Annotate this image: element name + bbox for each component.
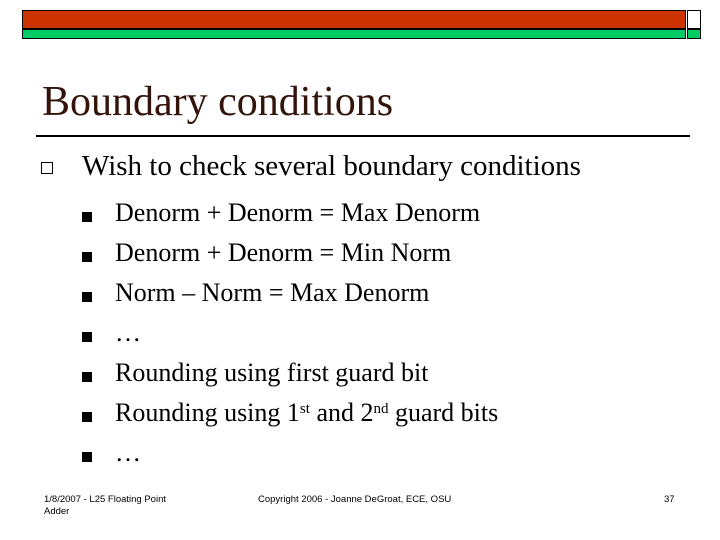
slide-title: Boundary conditions	[42, 79, 394, 125]
footer-date-title: 1/8/2007 - L25 Floating Point Adder	[44, 494, 167, 517]
sub-bullet-text: …	[115, 318, 141, 347]
title-divider	[36, 135, 690, 137]
header-bar-green	[22, 29, 686, 39]
square-bullet-icon	[82, 252, 92, 262]
sub-bullet-text: Denorm + Denorm = Max Denorm	[115, 198, 481, 227]
square-bullet-icon	[82, 332, 92, 342]
sub-bullet-text	[115, 398, 498, 428]
sub-bullet-text: Rounding using first guard bit	[115, 358, 429, 387]
square-bullet-icon	[82, 292, 92, 302]
sub-bullet-text-part: Rounding using 1	[115, 398, 300, 427]
sub-bullet-text-part: and 2	[309, 398, 374, 427]
hollow-square-bullet-icon	[41, 162, 53, 174]
sub-bullet-text-part: guard bits	[388, 398, 499, 427]
sub-bullet-text: Denorm + Denorm = Min Norm	[115, 238, 452, 267]
square-bullet-icon	[82, 212, 92, 222]
footer-copyright: Copyright 2006 - Joanne DeGroat, ECE, OSU	[258, 494, 452, 505]
square-bullet-icon	[82, 372, 92, 382]
header-square-white	[687, 10, 701, 29]
sub-bullet-item	[0, 238, 720, 278]
sub-bullet-item	[0, 398, 720, 438]
sub-bullet-item	[0, 438, 720, 478]
superscript-st: st	[299, 400, 310, 417]
header-bar-red	[22, 10, 686, 29]
sub-bullet-text: Norm – Norm = Max Denorm	[115, 278, 430, 307]
sub-bullet-item	[0, 278, 720, 318]
header-square-green	[687, 29, 701, 39]
square-bullet-icon	[82, 412, 92, 422]
sub-bullet-item	[0, 198, 720, 238]
footer-page-number: 37	[664, 494, 675, 505]
sub-bullet-item	[0, 318, 720, 358]
sub-bullet-item	[0, 358, 720, 398]
sub-bullet-text: …	[115, 438, 141, 467]
main-bullet-text: Wish to check several boundary conditions	[82, 150, 581, 182]
superscript-nd: nd	[373, 400, 389, 417]
square-bullet-icon	[82, 452, 92, 462]
